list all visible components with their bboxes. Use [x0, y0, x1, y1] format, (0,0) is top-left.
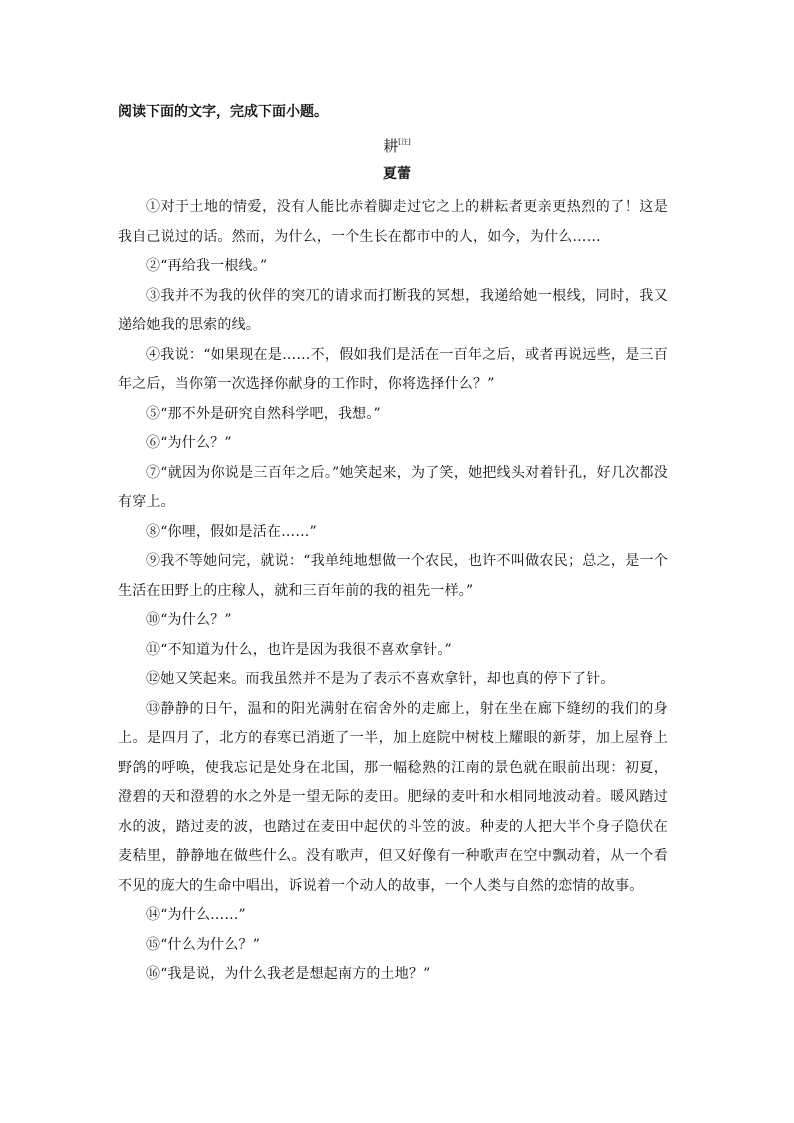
paragraph-10: ⑩“为什么？”: [146, 612, 232, 628]
paragraph-1: ①对于土地的情爱，没有人能比赤着脚走过它之上的耕耘者更亲更热烈的了！这是我自己说过的话。然而，为什么，一个生长在都市中的人，如今，为什么……: [118, 199, 668, 245]
paragraph-12: ⑫她又笑起来。而我虽然并不是为了表示不喜欢拿针，却也真的停下了针。: [146, 671, 615, 687]
paragraph-8: ⑧“你哩，假如是活在……”: [146, 523, 317, 540]
paragraph-4: ④我说：“如果现在是……不，假如我们是活在一百年之后，或者再说远些，是三百年之后，当你第一次选择你献身的工作时，你将选择什么？”: [118, 346, 668, 392]
paragraph-6: ⑥“为什么？”: [146, 435, 232, 451]
article-title: [0, 132, 794, 156]
article-title-text: 耕: [383, 137, 399, 155]
article-body: [118, 193, 668, 990]
paragraph-2: ②“再给我一根线。”: [146, 258, 268, 274]
paragraph-16: ⑯“我是说，为什么我老是想起南方的土地？”: [146, 966, 431, 982]
paragraph-7: ⑦“就因为你说是三百年之后。”她笑起来，为了笑，她把线头对着针孔，好几次都没有穿上。: [118, 464, 668, 510]
paragraph-3: ③我并不为我的伙伴的突兀的请求而打断我的冥想，我递给她一根线，同时，我又递给她我的思索的线。: [118, 287, 668, 333]
article-title-note-marker: [注]: [398, 138, 411, 146]
paragraph-9: ⑨我不等她问完，就说：“我单纯地想做一个农民，也许不叫做农民；总之，是一个生活在田野上的庄稼人，就和三百年前的我的祖先一样。”: [118, 553, 668, 599]
paragraph-14: ⑭“为什么……”: [146, 907, 246, 923]
paragraph-5: ⑤“那不外是研究自然科学吧，我想。”: [146, 405, 381, 422]
reading-instruction: 阅读下面的文字，完成下面小题。: [118, 104, 328, 120]
paragraph-11: ⑪“不知道为什么，也许是因为我很不喜欢拿针。”: [146, 641, 452, 658]
paragraph-13: ⑬静静的日午，温和的阳光满射在宿舍外的走廊上，射在坐在廊下缝纫的我们的身上。是四月了，北方的春寒已消逝了一半，加上庭院中树枝上耀眼的新芽，加上屋脊上野鸽的呼唤，使我忘记是处身在北国，那一幅稔熟的江南的景色就在眼前出现：初夏，澄碧的天和澄碧的水之外是一望无际的麦田。肥绿的麦叶和水相同地波动着。暖风踏过水的波，踏过麦的波，也踏过在麦田中起伏的斗笠的波。种麦的人把大半个身子隐伏在麦秸里，静静地在做些什么。没有歌声，但又好像有一种歌声在空中飘动着，从一个看不见的庞大的生命中唱出，诉说着一个动人的故事，一个人类与自然的恋情的故事。: [118, 700, 668, 894]
article-author: 夏蕾: [383, 166, 411, 182]
paragraph-15: ⑮“什么为什么？”: [146, 936, 261, 953]
